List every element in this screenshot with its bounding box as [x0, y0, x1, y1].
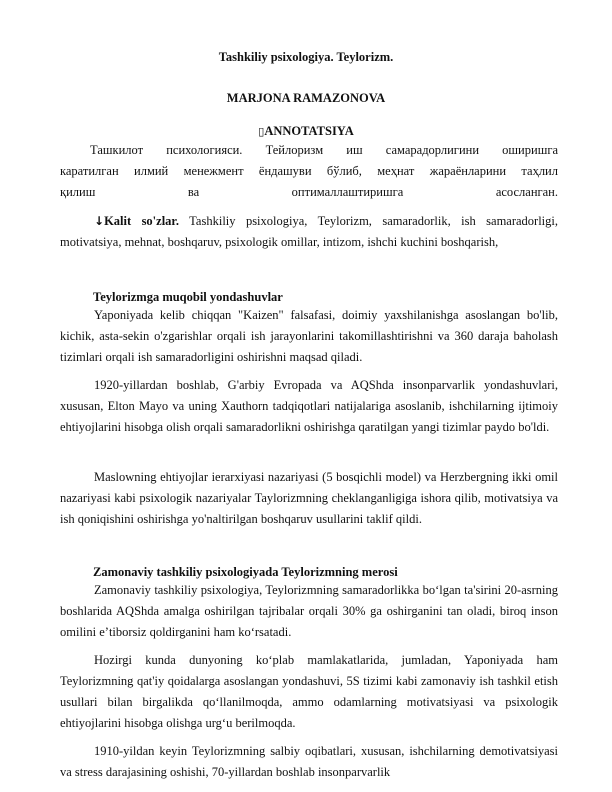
- section-heading-legacy: Zamonaviy tashkiliy psixologiyada Teylorizmning merosi: [93, 565, 398, 579]
- annotation-line-1: Ташкилот психологияси. Тейлоризм иш самарадорлигини оширишга: [90, 143, 558, 157]
- paper-title: Tashkiliy psixologiya. Teylorizm.: [218, 50, 394, 64]
- paragraph-today: Hozirgi kunda dunyoning koʻplab mamlakatlarida, jumladan, Yaponiyada ham Teylorizmning qat'iy qoidalarga asoslangan yondashuvi, 5S tizimi kabi zamonaviy ish tashkil etish usullari bilan birgalikda qoʻllanilmoqda, ammo odamlarning motivatsiyasi va psixologik ehtiyojlarini hisobga olishga urgʻu berilmoqda.: [60, 653, 558, 730]
- annotation-heading: ANNOTATSIYA: [264, 124, 354, 138]
- section-heading-alternatives: Teylorizmga muqobil yondashuvlar: [93, 290, 283, 304]
- annotation-marker-icon: ▯: [258, 125, 265, 138]
- author-name: MARJONA RAMAZONOVA: [226, 91, 386, 105]
- paragraph-kaizen: Yaponiyada kelib chiqqan "Kaizen" falsafasi, doimiy yaxshilanishga asoslangan bo'lib, kichik, asta-sekin o'zgarishlar orqali ish jarayonlarini takomillashtirishni va 360 daraja baholash tizimlari orqali ish samaradorligini oshirishni maqsad qiladi.: [60, 308, 558, 364]
- paragraph-maslow: Maslowning ehtiyojlar ierarxiyasi nazariyasi (5 bosqichli model) va Herzbergning ikki omil nazariyasi kabi psixologik nazariyalar Taylorizmning cheklanganligiga ishora qilib, motivatsiya va ish qoniqishini oshirishga yo'naltirilgan boshqaruv usullarini taklif qildi.: [60, 470, 558, 526]
- keywords-label: Kalit so'zlar.: [104, 214, 179, 228]
- annotation-heading-line: [0, 124, 612, 139]
- arrow-down-icon: ↓: [94, 214, 105, 228]
- annotation-line-2: каратилган илмий менежмент ёндашуви бўлиб, меҳнат жараёнларини таҳлил: [60, 164, 558, 178]
- keywords-paragraph: [60, 211, 558, 253]
- keywords-text: Tashkiliy psixologiya, Teylorizm, samaradorlik, ish samaradorligi, motivatsiya, mehnat, boshqaruv, psixologik omillar, intizom, ishchi kuchini boshqarish,: [60, 214, 559, 249]
- paragraph-modern-psychology: Zamonaviy tashkiliy psixologiya, Teylorizmning samaradorlikka boʻlgan ta'sirini 20-asrning boshlarida AQShda amalga oshirilgan tajribalar orqali 30% ga oshirganini tan oladi, biroq inson omilini eʼtiborsiz qoldirganini ham koʻrsatadi.: [60, 583, 558, 639]
- annotation-line-3: қилиш ва оптималлаштиришга асосланган.: [60, 185, 558, 199]
- paragraph-after-1910: 1910-yildan keyin Teylorizmning salbiy oqibatlari, xususan, ishchilarning demotivatsiyasi va stress darajasining oshishi, 70-yillardan boshlab insonparvarlik: [60, 744, 558, 779]
- paragraph-humanistic: 1920-yillardan boshlab, G'arbiy Evropada va AQShda insonparvarlik yondashuvlari, xususan, Elton Mayo va uning Xauthorn tadqiqotlari natijalariga asoslanib, ishchilarning ijtimoiy ehtiyojlarini hisobga olish orqali samaradorlikni oshirishga qaratilgan yangi tizimlar paydo bo'ldi.: [60, 378, 558, 434]
